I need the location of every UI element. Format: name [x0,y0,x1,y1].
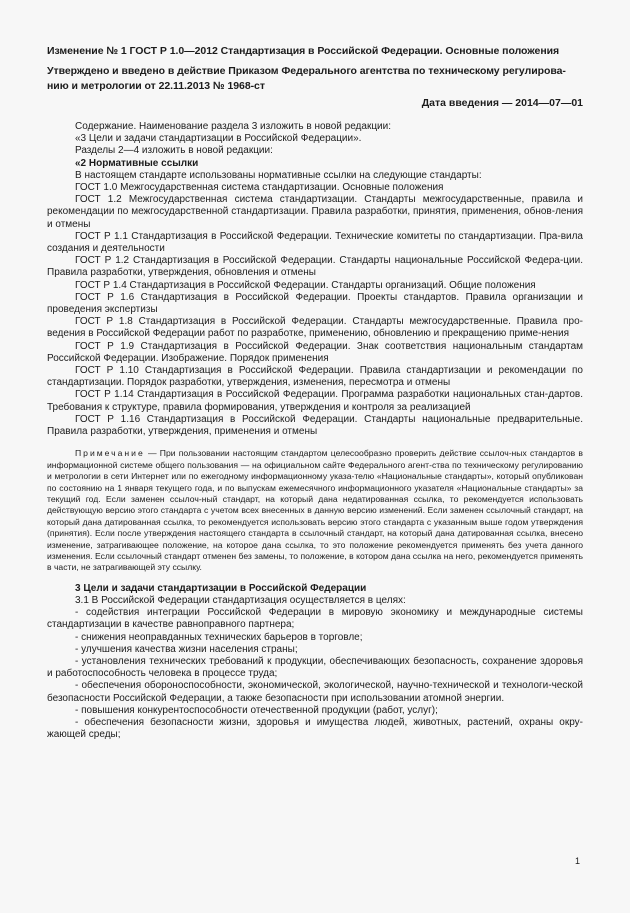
reference-item: ГОСТ Р 1.10 Стандартизация в Российской Федерации. Правила стандартизации и рекомендации по стандартизации. Порядок разработки, утверждения, изменения, пересмотра и отмены [47,365,583,389]
list-item: - обеспечения обороноспособности, экономической, экологической, научно-технической и технологи-ческой безопасности Российской Федерации, а также безопасности при использовании атомной энергии. [47,680,583,704]
list-item: - содействия интеграции Российской Федерации в мировую экономику и международные системы стандартизации в качестве равноправного партнера; [47,607,583,631]
list-item: - повышения конкурентоспособности отечественной продукции (работ, услуг); [75,704,438,716]
amendment-title: Изменение № 1 ГОСТ Р 1.0—2012 Стандартизация в Российской Федерации. Основные положения [47,45,560,57]
note [47,448,583,573]
list-item: - обеспечения безопасности жизни, здоровья и имущества людей, животных, растений, охраны окру-жающей среды; [47,716,583,741]
note-text: — При пользовании настоящим стандартом целесообразно проверить действие ссылоч-ных стандартов в информационной системе общего пользования — на официальном сайте Федерального агент-ства по техническому регулированию и метрологии в сети Интернет или по ежегодному информационному указа-телю «Национальные стандарты», который опубликован по состоянию на 1 января текущего года, и по выпускам ежемесячного информационного указателя «Национальные стандарты» за текущий год. Если заменен ссылоч-ный стандарт, на который дана недатированная ссылка, то рекомендуется использовать действующую версию этого стандарта с учетом всех внесенных в данную версию изменений. Если заменен ссылочный стандарт, на который дана датированная ссылка, то рекомендуется использовать версию этого стандарта с указанным выше годом утверждения (принятия). Если после утверждения настоящего стандарта в ссылочный стандарт, на который дана датированная ссылка, внесено изменение, затрагивающее положение, на которое дана ссылка, то это положение рекомендуется применять без учета данного изменения. Если ссылочный стандарт отменен без замены, то положение, в котором дана ссылка на него, рекомендуется применять в части, не затрагивающей эту ссылку. [47,448,583,573]
section-heading: «2 Нормативные ссылки [75,157,199,169]
note-label: Примечание [75,448,145,459]
approval-line-continued: нию и метрологии от 22.11.2013 № 1968-ст [47,80,265,92]
paragraph: 3.1 В Российской Федерации стандартизация осуществляется в целях: [75,594,406,606]
reference-item: ГОСТ 1.0 Межгосударственная система стандартизации. Основные положения [75,182,444,194]
reference-item: ГОСТ Р 1.6 Стандартизация в Российской Федерации. Проекты стандартов. Правила организации и проведения экспертизы [47,291,583,316]
reference-item: ГОСТ Р 1.8 Стандартизация в Российской Федерации. Стандарты межгосударственные. Правила про-ведения в Российской Федерации работ по разработке, применению, обновлению и прекращению приме-нения [47,316,583,340]
section-heading: 3 Цели и задачи стандартизации в Российской Федерации [75,582,367,594]
reference-item: ГОСТ Р 1.14 Стандартизация в Российской Федерации. Программа разработки национальных стан-дартов. Требования к структуре, правила формирования, утверждения и контроля за реализацией [47,389,583,413]
paragraph: Содержание. Наименование раздела 3 изложить в новой редакции: [75,121,392,132]
paragraph: Разделы 2—4 изложить в новой редакции: [75,145,273,157]
reference-item: ГОСТ Р 1.1 Стандартизация в Российской Федерации. Технические комитеты по стандартизации. Пра-вила создания и деятельности [47,230,583,255]
approval-line: Утверждено и введено в действие Приказом Федерального агентства по техническому регулирова- [47,65,566,77]
list-item: - установления технических требований к продукции, обеспечивающих безопасность, сохранение здоровья и работоспособность человека в процессе труда; [47,655,583,680]
reference-item: ГОСТ Р 1.4 Стандартизация в Российской Федерации. Стандарты организаций. Общие положения [75,279,536,291]
reference-item: ГОСТ Р 1.16 Стандартизация в Российской Федерации. Стандарты национальные предварительные. Правила разработки, утверждения, применения и отмены [47,413,583,438]
document-body [47,121,583,741]
reference-item: ГОСТ 1.2 Межгосударственная система стандартизации. Стандарты межгосударственные, правила и рекомендации по межгосударственной стандартизации. Правила разработки, принятия, применения, обнов-ления и отмены [47,194,583,230]
reference-item: ГОСТ Р 1.2 Стандартизация в Российской Федерации. Стандарты национальные Российской Федера-ции. Правила разработки, утверждения, обновления и отмены [47,255,583,279]
list-item: - улучшения качества жизни населения страны; [75,643,298,655]
effective-date: Дата введения — 2014—07—01 [421,97,583,109]
reference-item: ГОСТ Р 1.9 Стандартизация в Российской Федерации. Знак соответствия национальным стандартам Российской Федерации. Изображение. Порядок применения [47,340,583,364]
page-number: 1 [574,856,580,866]
paragraph: В настоящем стандарте использованы нормативные ссылки на следующие стандарты: [75,169,482,181]
list-item: - снижения неоправданных технических барьеров в торговле; [75,631,363,643]
paragraph: «3 Цели и задачи стандартизации в Российской Федерации». [75,133,362,145]
